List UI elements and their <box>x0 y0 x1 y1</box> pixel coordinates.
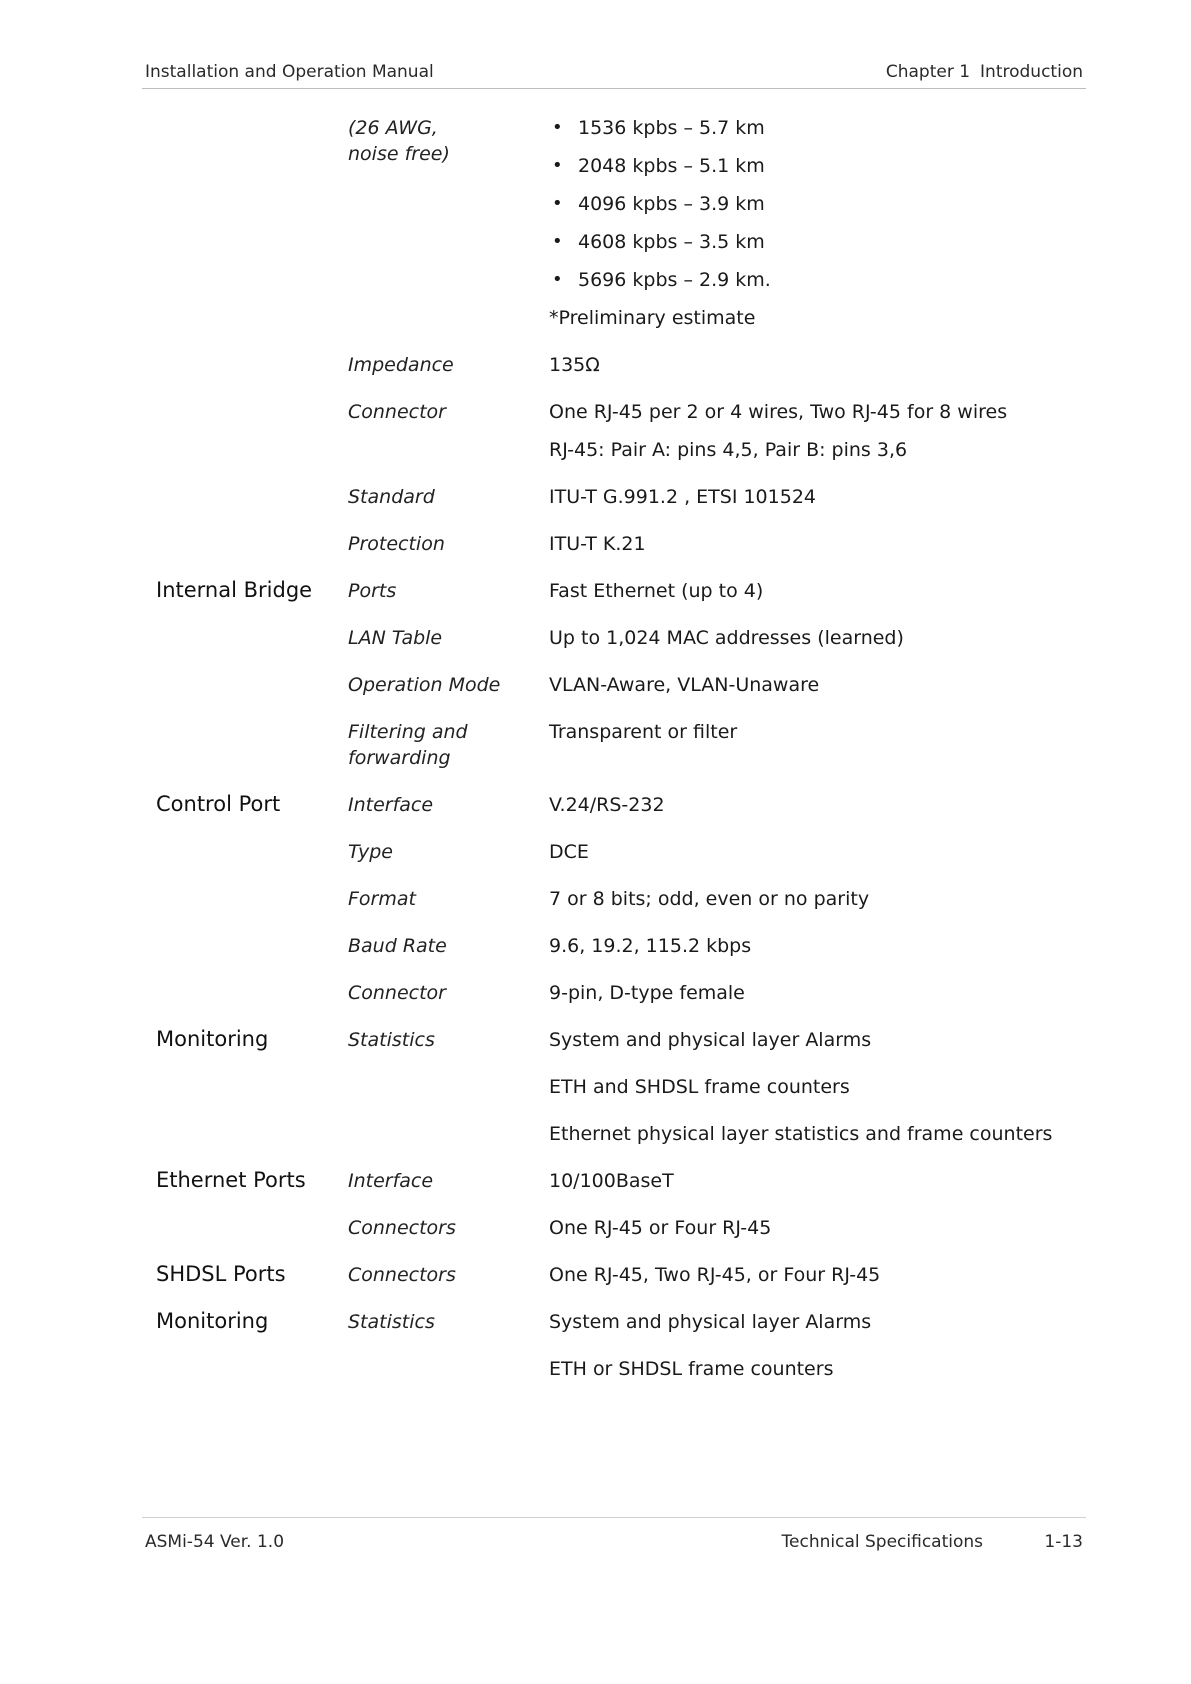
spec-value <box>549 531 1076 557</box>
spec-value <box>549 352 1076 378</box>
page-number: 1-13 <box>1044 1532 1083 1552</box>
spec-value-line: 7 or 8 bits; odd, even or no parity <box>549 888 870 910</box>
spec-value <box>549 839 1076 865</box>
spec-table <box>156 115 1076 1403</box>
spec-param: Connectors <box>348 1217 456 1239</box>
spec-value-line: One RJ-45, Two RJ-45, or Four RJ-45 <box>549 1264 881 1286</box>
product-version: ASMi-54 Ver. 1.0 <box>145 1532 285 1552</box>
spec-param: Statistics <box>348 1029 435 1051</box>
section-heading: Ethernet Ports <box>156 1168 306 1192</box>
spec-value-line: ITU-T K.21 <box>549 533 646 555</box>
range-item <box>549 267 1076 293</box>
spec-row <box>156 719 1076 771</box>
spec-param: Baud Rate <box>348 935 447 957</box>
spec-value-line: Fast Ethernet (up to 4) <box>549 580 764 602</box>
bullet-icon: • <box>552 269 563 290</box>
spec-value-line: Up to 1,024 MAC addresses (learned) <box>549 627 904 649</box>
spec-row <box>156 484 1076 510</box>
spec-row <box>156 531 1076 557</box>
footer-section-title: Technical Specifications <box>781 1532 983 1552</box>
section-heading: Monitoring <box>156 1309 269 1333</box>
spec-value <box>549 1215 1076 1241</box>
spec-value-line: RJ-45: Pair A: pins 4,5, Pair B: pins 3,6 <box>549 439 908 461</box>
manual-title: Installation and Operation Manual <box>145 62 434 82</box>
spec-param: LAN Table <box>348 627 443 649</box>
spec-param: Operation Mode <box>348 674 501 696</box>
spec-value <box>549 886 1076 912</box>
spec-param: Connector <box>348 982 446 1004</box>
spec-value-line: Transparent or filter <box>549 721 738 743</box>
spec-value <box>549 933 1076 959</box>
spec-param: (26 AWG, noise free) <box>348 117 450 165</box>
chapter-heading <box>886 62 1083 82</box>
spec-value <box>549 625 1076 651</box>
spec-row <box>156 1262 1076 1288</box>
range-item <box>549 115 1076 141</box>
spec-value-line: System and physical layer Alarms <box>549 1029 872 1051</box>
spec-value <box>549 1168 1076 1194</box>
spec-param: Standard <box>348 486 435 508</box>
spec-value <box>549 672 1076 698</box>
spec-row <box>156 1215 1076 1241</box>
chapter-title: Introduction <box>980 62 1083 82</box>
range-item <box>549 153 1076 179</box>
spec-value <box>549 399 1076 463</box>
spec-value-line: DCE <box>549 841 589 863</box>
bullet-icon: • <box>552 117 563 138</box>
spec-row <box>156 352 1076 378</box>
range-text: 1536 kpbs – 5.7 km <box>578 117 765 139</box>
range-text: 2048 kpbs – 5.1 km <box>578 155 765 177</box>
spec-param: Interface <box>348 794 434 816</box>
spec-row <box>156 1309 1076 1382</box>
spec-value-line: ITU-T G.991.2 , ETSI 101524 <box>549 486 816 508</box>
bullet-icon: • <box>552 155 563 176</box>
spec-row-line-length <box>156 115 1076 331</box>
section-heading: SHDSL Ports <box>156 1262 286 1286</box>
spec-value-line: 10/100BaseT <box>549 1170 674 1192</box>
spec-param: Connector <box>348 401 446 423</box>
spec-value <box>549 1309 1076 1382</box>
spec-row <box>156 1027 1076 1147</box>
spec-row <box>156 980 1076 1006</box>
spec-row <box>156 399 1076 463</box>
spec-row <box>156 886 1076 912</box>
section-heading: Internal Bridge <box>156 578 313 602</box>
section-heading: Monitoring <box>156 1027 269 1051</box>
spec-param: Interface <box>348 1170 434 1192</box>
page-footer <box>142 1517 1086 1552</box>
spec-row <box>156 625 1076 651</box>
spec-value-line: ETH and SHDSL frame counters <box>549 1076 850 1098</box>
spec-row <box>156 1168 1076 1194</box>
spec-param: Type <box>348 841 393 863</box>
range-text: 4096 kpbs – 3.9 km <box>578 193 765 215</box>
spec-value <box>549 792 1076 818</box>
spec-value-line: ETH or SHDSL frame counters <box>549 1358 834 1380</box>
spec-param: Protection <box>348 533 445 555</box>
spec-value-line: One RJ-45 or Four RJ-45 <box>549 1217 772 1239</box>
range-list <box>549 115 1076 293</box>
spec-row <box>156 578 1076 604</box>
spec-row <box>156 839 1076 865</box>
spec-value <box>549 719 1076 745</box>
range-item <box>549 191 1076 217</box>
spec-param: Filtering and forwarding <box>348 721 468 769</box>
spec-value-line: 9-pin, D-type female <box>549 982 745 1004</box>
range-text: 5696 kpbs – 2.9 km. <box>578 269 771 291</box>
spec-param: Impedance <box>348 354 454 376</box>
spec-param: Connectors <box>348 1264 456 1286</box>
spec-value <box>549 484 1076 510</box>
spec-value-line: 135Ω <box>549 354 600 376</box>
spec-value-line: 9.6, 19.2, 115.2 kbps <box>549 935 752 957</box>
spec-value-line: One RJ-45 per 2 or 4 wires, Two RJ-45 for 8 wires <box>549 401 1008 423</box>
spec-row <box>156 672 1076 698</box>
spec-value-line: System and physical layer Alarms <box>549 1311 872 1333</box>
bullet-icon: • <box>552 231 563 252</box>
bullet-icon: • <box>552 193 563 214</box>
spec-value-line: VLAN-Aware, VLAN-Unaware <box>549 674 820 696</box>
section-heading: Control Port <box>156 792 281 816</box>
spec-value-line: V.24/RS-232 <box>549 794 665 816</box>
spec-value <box>549 1262 1076 1288</box>
estimate-note: *Preliminary estimate <box>549 307 756 329</box>
spec-value <box>549 1027 1076 1147</box>
spec-value <box>549 115 1076 331</box>
page-header <box>142 62 1086 89</box>
spec-param: Format <box>348 888 416 910</box>
spec-row <box>156 933 1076 959</box>
spec-row <box>156 792 1076 818</box>
spec-value-line: Ethernet physical layer statistics and frame counters <box>549 1123 1053 1145</box>
range-item <box>549 229 1076 255</box>
spec-value <box>549 578 1076 604</box>
spec-value <box>549 980 1076 1006</box>
chapter-number: Chapter 1 <box>885 62 971 82</box>
spec-param: Ports <box>348 580 397 602</box>
spec-param: Statistics <box>348 1311 435 1333</box>
range-text: 4608 kpbs – 3.5 km <box>578 231 765 253</box>
